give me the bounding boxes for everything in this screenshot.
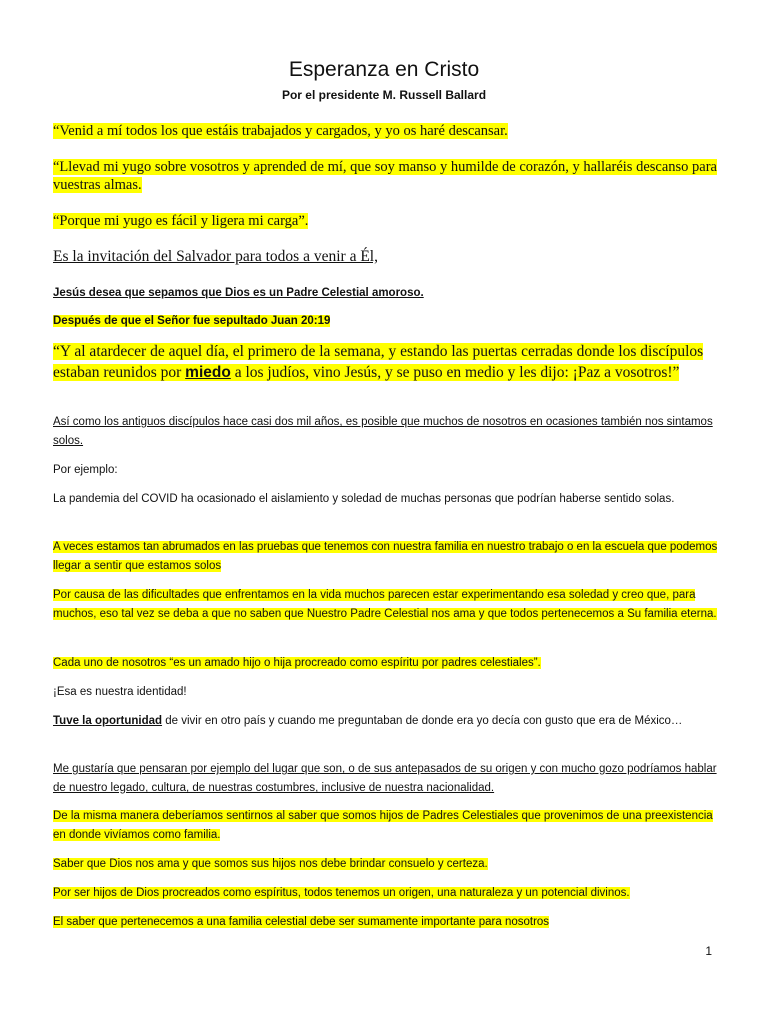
document-title: Esperanza en Cristo: [288, 58, 480, 81]
document-subtitle: Por el presidente M. Russell Ballard: [281, 88, 487, 102]
paragraph-pandemic: [53, 490, 721, 509]
highlighted-text: “Venid a mí todos los que estáis trabajados y cargados, y yo os haré descansar.: [53, 123, 508, 139]
highlighted-text: De la misma manera deberíamos sentirnos al saber que somos hijos de Padres Celestiales que provenimos de una preexistencia en donde vivíamos como familia.: [53, 810, 713, 841]
highlighted-text: Después de que el Señor fue sepultado Juan 20:19: [53, 315, 331, 327]
paragraph-disciples: [53, 413, 721, 451]
highlighted-text: A veces estamos tan abrumados en las pruebas que tenemos con nuestra familia en nuestro trabajo o en la escuela que podemos llegar a sentir que estamos solos: [53, 541, 718, 572]
paragraph-opportunity: [53, 712, 721, 731]
emphasized-word: miedo: [185, 364, 231, 381]
underlined-text: Jesús desea que sepamos que Dios es un Padre Celestial amoroso.: [53, 287, 424, 299]
paragraph-heavenly-father: [53, 284, 721, 303]
highlighted-text: El saber que pertenecemos a una familia celestial debe ser sumamente importante para nosotros: [53, 916, 550, 928]
plain-text: de vivir en otro país y cuando me preguntaban de donde era yo decía con gusto que era de México…: [162, 715, 683, 727]
quote-text-end: a los judíos, vino Jesús, y se puso en medio y les dijo: ¡Paz a vosotros!”: [230, 364, 680, 381]
underlined-text: Así como los antiguos discípulos hace casi dos mil años, es posible que muchos de nosotros en ocasiones también nos sintamos solos.: [53, 416, 713, 447]
highlighted-text: Por causa de las dificultades que enfrentamos en la vida muchos parecen estar experimentando esa soledad y creo que, para muchos, eso tal vez se deba a que no saben que Nuestro Padre Celestial nos ama y que todos pertenecemos a Su familia eterna.: [53, 589, 717, 620]
highlighted-text: Saber que Dios nos ama y que somos sus hijos nos debe brindar consuelo y certeza.: [53, 858, 488, 870]
highlighted-text: [53, 343, 703, 381]
plain-text: La pandemia del COVID ha ocasionado el aislamiento y soledad de muchas personas que podrían haberse sentido solas.: [53, 493, 675, 505]
paragraph-example: [53, 461, 721, 480]
underlined-text: Tuve la oportunidad: [53, 715, 163, 727]
paragraph-celestial-family: [53, 913, 721, 932]
paragraph-heritage: [53, 760, 721, 798]
paragraph-difficulties: [53, 586, 721, 624]
paragraph-quote-2: [53, 158, 721, 194]
quote-text-start: “Y al atardecer de aquel día, el primero de la semana, y estando las puertas cerradas donde los discípulos estaban reunidos por: [53, 343, 704, 381]
page-number: 1: [705, 944, 712, 958]
highlighted-text: Cada uno de nosotros “es un amado hijo o hija procreado como espíritu por padres celestiales”.: [53, 657, 541, 669]
highlighted-text: Por ser hijos de Dios procreados como espíritus, todos tenemos un origen, una naturaleza y un potencial divinos.: [53, 887, 630, 899]
paragraph-beloved-child: [53, 654, 721, 673]
paragraph-quote-1: [53, 122, 721, 140]
paragraph-comfort: [53, 855, 721, 874]
paragraph-invitation: [53, 246, 721, 267]
plain-text: Por ejemplo:: [53, 464, 118, 476]
paragraph-identity: [53, 683, 721, 702]
underlined-text: Me gustaría que pensaran por ejemplo del lugar que son, o de sus antepasados de su origen y con mucho gozo podríamos hablar de nuestro legado, cultura, de nuestras costumbres, inclusive de nuestra nacionalidad.: [53, 763, 717, 794]
underlined-text: Es la invitación del Salvador para todos a venir a Él,: [53, 248, 378, 265]
paragraph-quote-3: [53, 212, 721, 230]
highlighted-text: “Llevad mi yugo sobre vosotros y aprended de mí, que soy manso y humilde de corazón, y hallaréis descanso para vuestras almas.: [53, 159, 717, 193]
plain-text: ¡Esa es nuestra identidad!: [53, 686, 187, 698]
paragraph-quote-john: [53, 341, 721, 383]
paragraph-scripture-reference: [53, 312, 721, 331]
paragraph-divine-potential: [53, 884, 721, 903]
highlighted-text: “Porque mi yugo es fácil y ligera mi carga”.: [53, 213, 309, 229]
paragraph-overwhelmed: [53, 538, 721, 576]
paragraph-preexistence: [53, 807, 721, 845]
